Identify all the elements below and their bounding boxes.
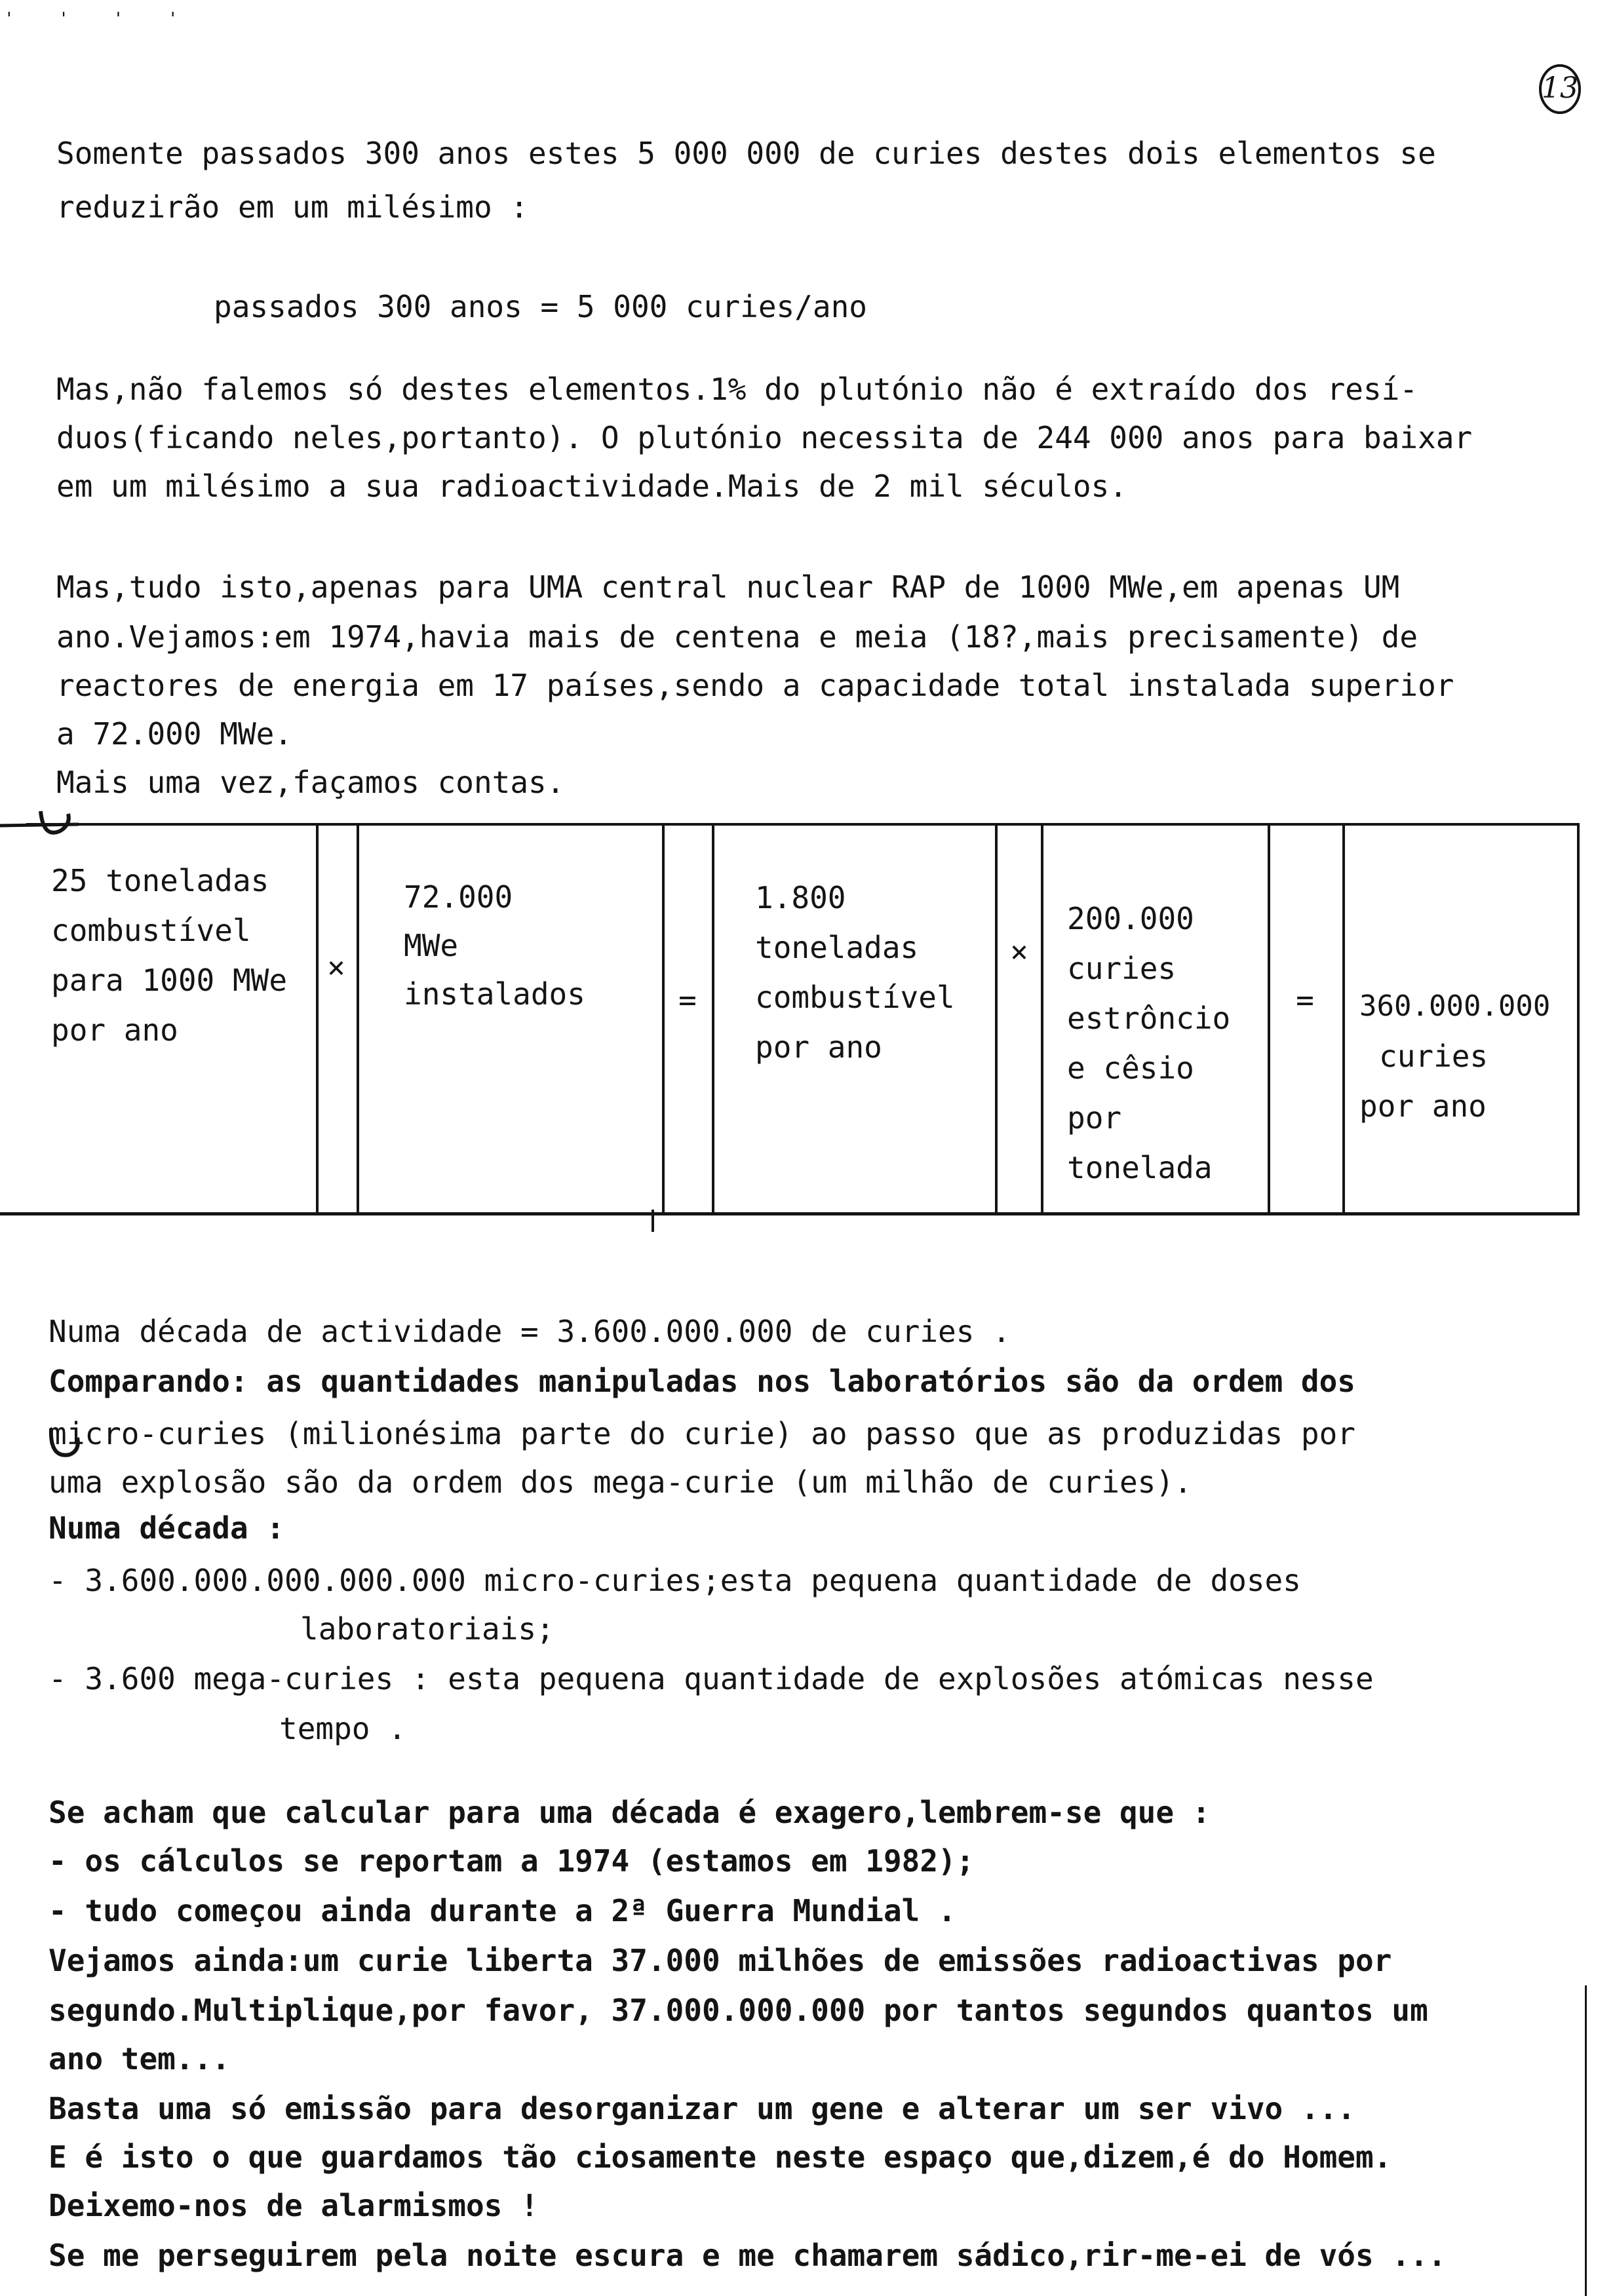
text-line: Somente passados 300 anos estes 5 000 000 de curies destes dois elementos se — [56, 136, 1436, 171]
page-number — [1532, 60, 1587, 115]
table-right-border — [1577, 823, 1580, 1215]
text-line: a 72.000 MWe. — [56, 716, 293, 752]
table-divider — [357, 823, 359, 1215]
table-operator: × — [327, 949, 345, 985]
table-operator: = — [1296, 982, 1314, 1018]
table-divider — [995, 823, 998, 1215]
text-line: - tudo começou ainda durante a 2ª Guerra Mundial . — [49, 1893, 956, 1928]
table-divider — [1342, 823, 1345, 1215]
text-line: E é isto o que guardamos tão ciosamente neste espaço que,dizem,é do Homem. — [49, 2139, 1392, 2175]
text-line: Mas,tudo isto,apenas para UMA central nuclear RAP de 1000 MWe,em apenas UM — [56, 569, 1400, 605]
text-line: Mais uma vez,façamos contas. — [56, 765, 565, 800]
text-line: duos(ficando neles,portanto). O plutónio necessita de 244 000 anos para baixar — [56, 420, 1473, 455]
text-line: segundo.Multiplique,por favor, 37.000.000.000 por tantos segundos quantos um — [49, 1993, 1428, 2028]
table-cell-curies-per-ton: 200.000 curies estrôncio e cêsio por tonelada — [1067, 901, 1231, 1185]
table-divider — [662, 823, 665, 1215]
table-cell-fuel-per-plant: 25 toneladas combustível para 1000 MWe por ano — [51, 863, 288, 1048]
table-operator: × — [1010, 934, 1028, 969]
table-divider — [316, 823, 319, 1215]
table-cell-fuel-total: 1.800 toneladas combustível por ano — [755, 880, 955, 1065]
text-line: Comparando: as quantidades manipuladas nos laboratórios são da ordem dos — [49, 1364, 1355, 1399]
text-line: Basta uma só emissão para desorganizar um gene e alterar um ser vivo ... — [49, 2091, 1355, 2126]
text-line: em um milésimo a sua radioactividade.Mais de 2 mil séculos. — [56, 469, 1127, 504]
table-divider — [1041, 823, 1043, 1215]
table-divider — [712, 823, 714, 1215]
table-cell-curies-total: 360.000.000 curies por ano — [1359, 989, 1551, 1124]
text-line: - os cálculos se reportam a 1974 (estamos em 1982); — [49, 1843, 975, 1879]
text-line: Numa década : — [49, 1510, 285, 1546]
text-line: tempo . — [279, 1711, 406, 1746]
table-cell-installed-capacity: 72.000 MWe instalados — [404, 879, 585, 1012]
text-line: - 3.600.000.000.000.000 micro-curies;esta pequena quantidade de doses — [49, 1563, 1301, 1598]
table-divider — [1268, 823, 1270, 1215]
text-line: laboratoriais; — [300, 1611, 555, 1647]
text-line: Deixemo-nos de alarmismos ! — [49, 2188, 539, 2223]
text-line: micro-curies (milionésima parte do curie) ao passo que as produzidas por — [49, 1416, 1355, 1451]
text-line: Vejamos ainda:um curie liberta 37.000 milhões de emissões radioactivas por — [49, 1943, 1392, 1978]
text-line: reactores de energia em 17 países,sendo a capacidade total instalada superior — [56, 668, 1454, 703]
scan-specks: ' ' ' ' — [4, 9, 195, 29]
page-edge-line — [1585, 1985, 1587, 2296]
table-tick — [652, 1210, 654, 1232]
formula-line: passados 300 anos = 5 000 curies/ano — [214, 289, 867, 324]
text-line: ano.Vejamos:em 1974,havia mais de centena e meia (18?,mais precisamente) de — [56, 619, 1418, 655]
text-line: ano tem... — [49, 2041, 230, 2076]
text-line: reduzirão em um milésimo : — [56, 189, 529, 225]
text-line: - 3.600 mega-curies : esta pequena quantidade de explosões atómicas nesse — [49, 1661, 1374, 1696]
text-line: Se acham que calcular para uma década é exagero,lembrem-se que : — [49, 1795, 1211, 1830]
text-line: uma explosão são da ordem dos mega-curie (um milhão de curies). — [49, 1464, 1192, 1500]
page-number-text: 13 — [1542, 71, 1578, 105]
table-top-border — [26, 823, 1580, 826]
text-line: Numa década de actividade = 3.600.000.000 de curies . — [49, 1314, 1011, 1349]
text-line: Mas,não falemos só destes elementos.1% do plutónio não é extraído dos resí- — [56, 372, 1418, 407]
text-line: Se me perseguirem pela noite escura e me chamarem sádico,rir-me-ei de vós ... — [49, 2238, 1447, 2273]
table-operator: = — [678, 982, 697, 1018]
